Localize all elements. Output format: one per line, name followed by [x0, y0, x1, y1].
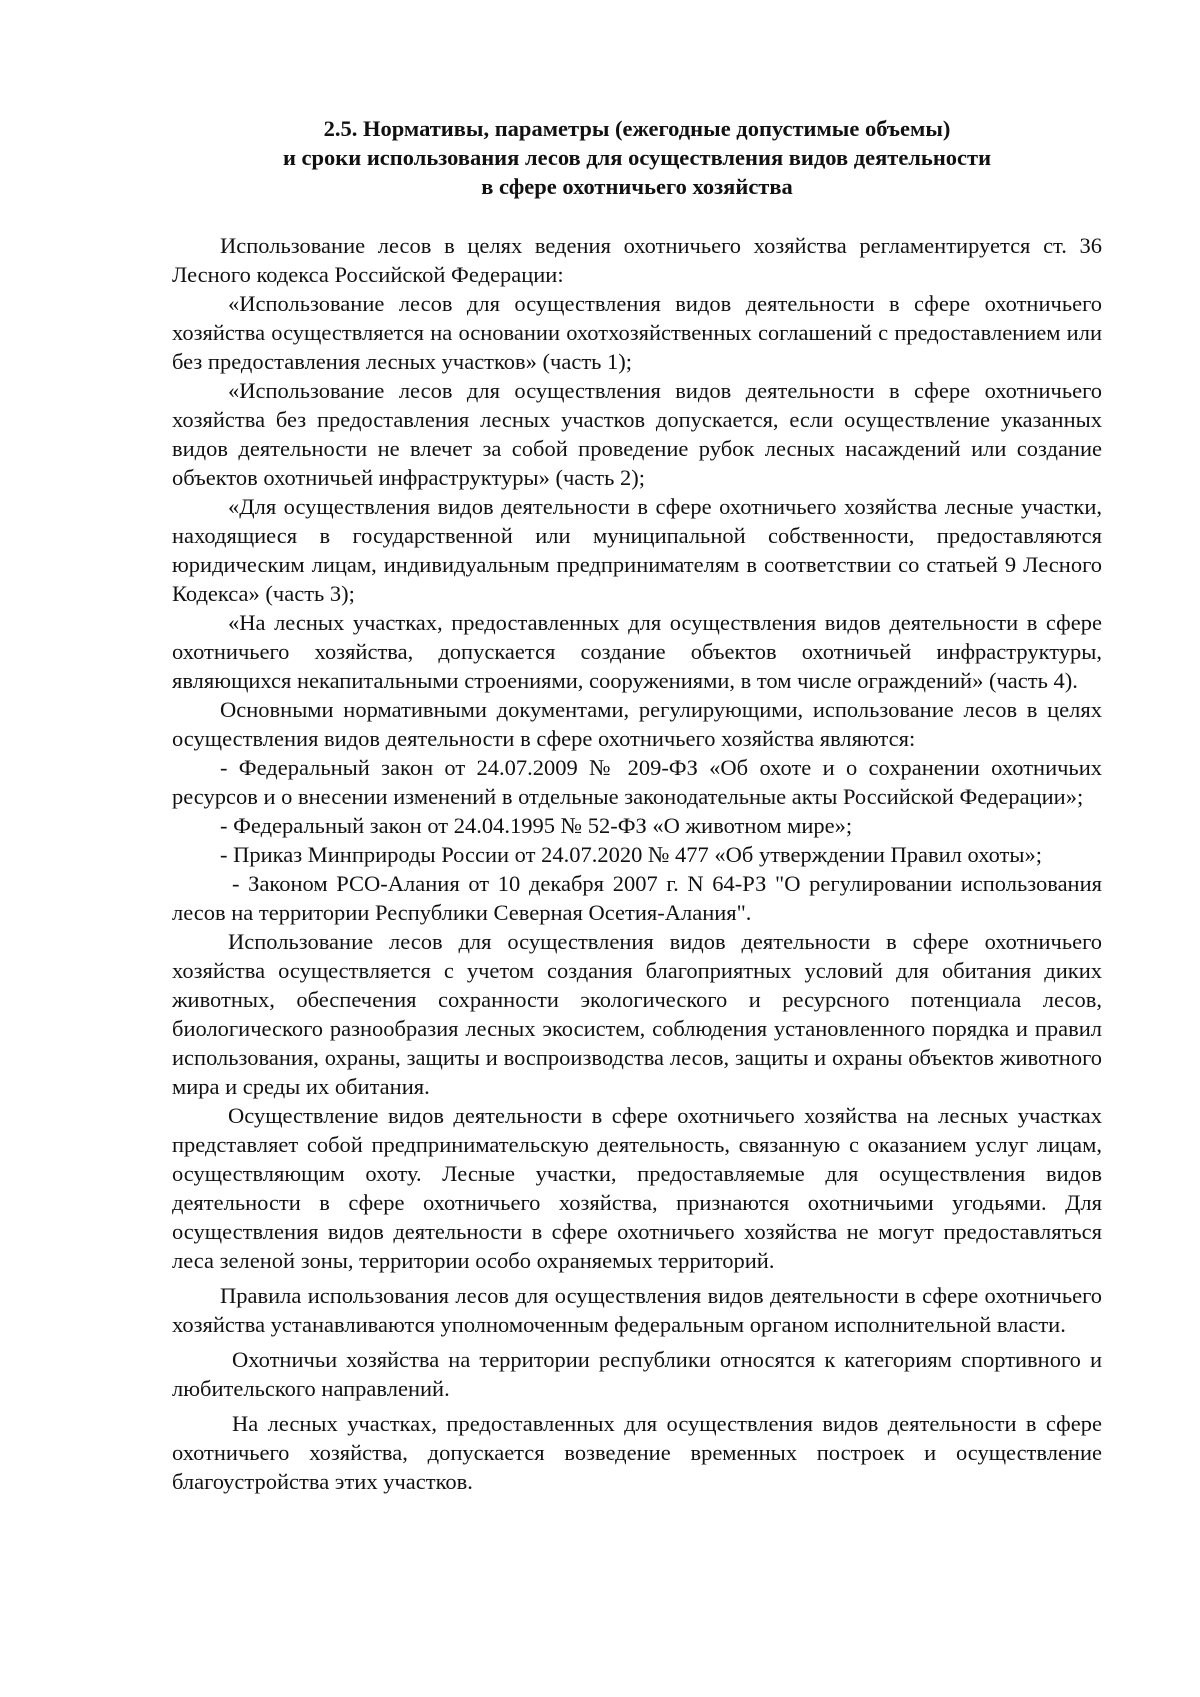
section-title: [172, 114, 1102, 201]
paragraph-quote-part-3: «Для осуществления видов деятельности в сфере охотничьего хозяйства лесные участки, находящиеся в государственной или муниципальной собственности, предоставляются юридическим лицам, индивидуальным предпринимателям в соответствии со статьей 9 Лесного Кодекса» (часть 3);: [172, 494, 1102, 606]
paragraph-quote-part-2: «Использование лесов для осуществления видов деятельности в сфере охотничьего хозяйства без предоставления лесных участков допускается, если осуществление указанных видов деятельности не влечет за собой проведение рубок лесных насаждений или создание объектов охотничьей инфраструктуры» (часть 2);: [172, 378, 1102, 490]
section-title-line-2: и сроки использования лесов для осуществления видов деятельности: [282, 145, 992, 170]
paragraph-intro: Использование лесов в целях ведения охотничьего хозяйства регламентируется ст. 36 Лесного кодекса Российской Федерации:: [172, 233, 1102, 287]
paragraph-rules: Правила использования лесов для осуществления видов деятельности в сфере охотничьего хозяйства устанавливаются уполномоченным федеральным органом исполнительной власти.: [172, 1283, 1102, 1337]
paragraph-temporary-buildings: На лесных участках, предоставленных для осуществления видов деятельности в сфере охотничьего хозяйства, допускается возведение временных построек и осуществление благоустройства этих участков.: [172, 1411, 1102, 1494]
paragraph-quote-part-1: «Использование лесов для осуществления видов деятельности в сфере охотничьего хозяйства осуществляется на основании охотхозяйственных соглашений с предоставлением или без предоставления лесных участков» (часть 1);: [172, 291, 1102, 374]
list-item-rso-alania-law: - Законом РСО-Алания от 10 декабря 2007 г. N 64-РЗ "О регулировании использования лесов на территории Республики Северная Осетия-Алания".: [172, 871, 1102, 925]
list-item-law-52: - Федеральный закон от 24.04.1995 № 52-ФЗ «О животном мире»;: [220, 813, 853, 838]
document-body: [172, 114, 1102, 1496]
paragraph-hunting-categories: Охотничьи хозяйства на территории республики относятся к категориям спортивного и любительского направлений.: [172, 1347, 1102, 1401]
paragraph-entrepreneurial-activity: Осуществление видов деятельности в сфере охотничьего хозяйства на лесных участках представляет собой предпринимательскую деятельность, связанную с оказанием услуг лицам, осуществляющим охоту. Лесные участки, предоставляемые для осуществления видов деятельности в сфере охотничьего хозяйства, признаются охотничьими угодьями. Для осуществления видов деятельности в сфере охотничьего хозяйства не могут предоставляться леса зеленой зоны, территории особо охраняемых территорий.: [172, 1103, 1102, 1273]
paragraph-quote-part-4: «На лесных участках, предоставленных для осуществления видов деятельности в сфере охотничьего хозяйства, допускается создание объектов охотничьей инфраструктуры, являющихся некапитальными строениями, сооружениями, в том числе ограждений» (часть 4).: [172, 610, 1102, 693]
paragraph-conditions: Использование лесов для осуществления видов деятельности в сфере охотничьего хозяйства осуществляется с учетом создания благоприятных условий для обитания диких животных, обеспечения сохранности экологического и ресурсного потенциала лесов, биологического разнообразия лесных экосистем, соблюдения установленного порядка и правил использования, охраны, защиты и воспроизводства лесов, защиты и охраны объектов животного мира и среды их обитания.: [172, 929, 1102, 1099]
list-item-order-477: - Приказ Минприроды России от 24.07.2020 № 477 «Об утверждении Правил охоты»;: [220, 842, 1043, 867]
section-title-line-1: 2.5. Нормативы, параметры (ежегодные допустимые объемы): [323, 116, 951, 141]
list-item-law-209: - Федеральный закон от 24.07.2009 № 209-ФЗ «Об охоте и о сохранении охотничьих ресурсов и о внесении изменений в отдельные законодательные акты Российской Федерации»;: [172, 755, 1102, 809]
section-title-line-3: в сфере охотничьего хозяйства: [481, 174, 793, 199]
paragraph-normative-documents: Основными нормативными документами, регулирующими, использование лесов в целях осуществления видов деятельности в сфере охотничьего хозяйства являются:: [172, 697, 1102, 751]
